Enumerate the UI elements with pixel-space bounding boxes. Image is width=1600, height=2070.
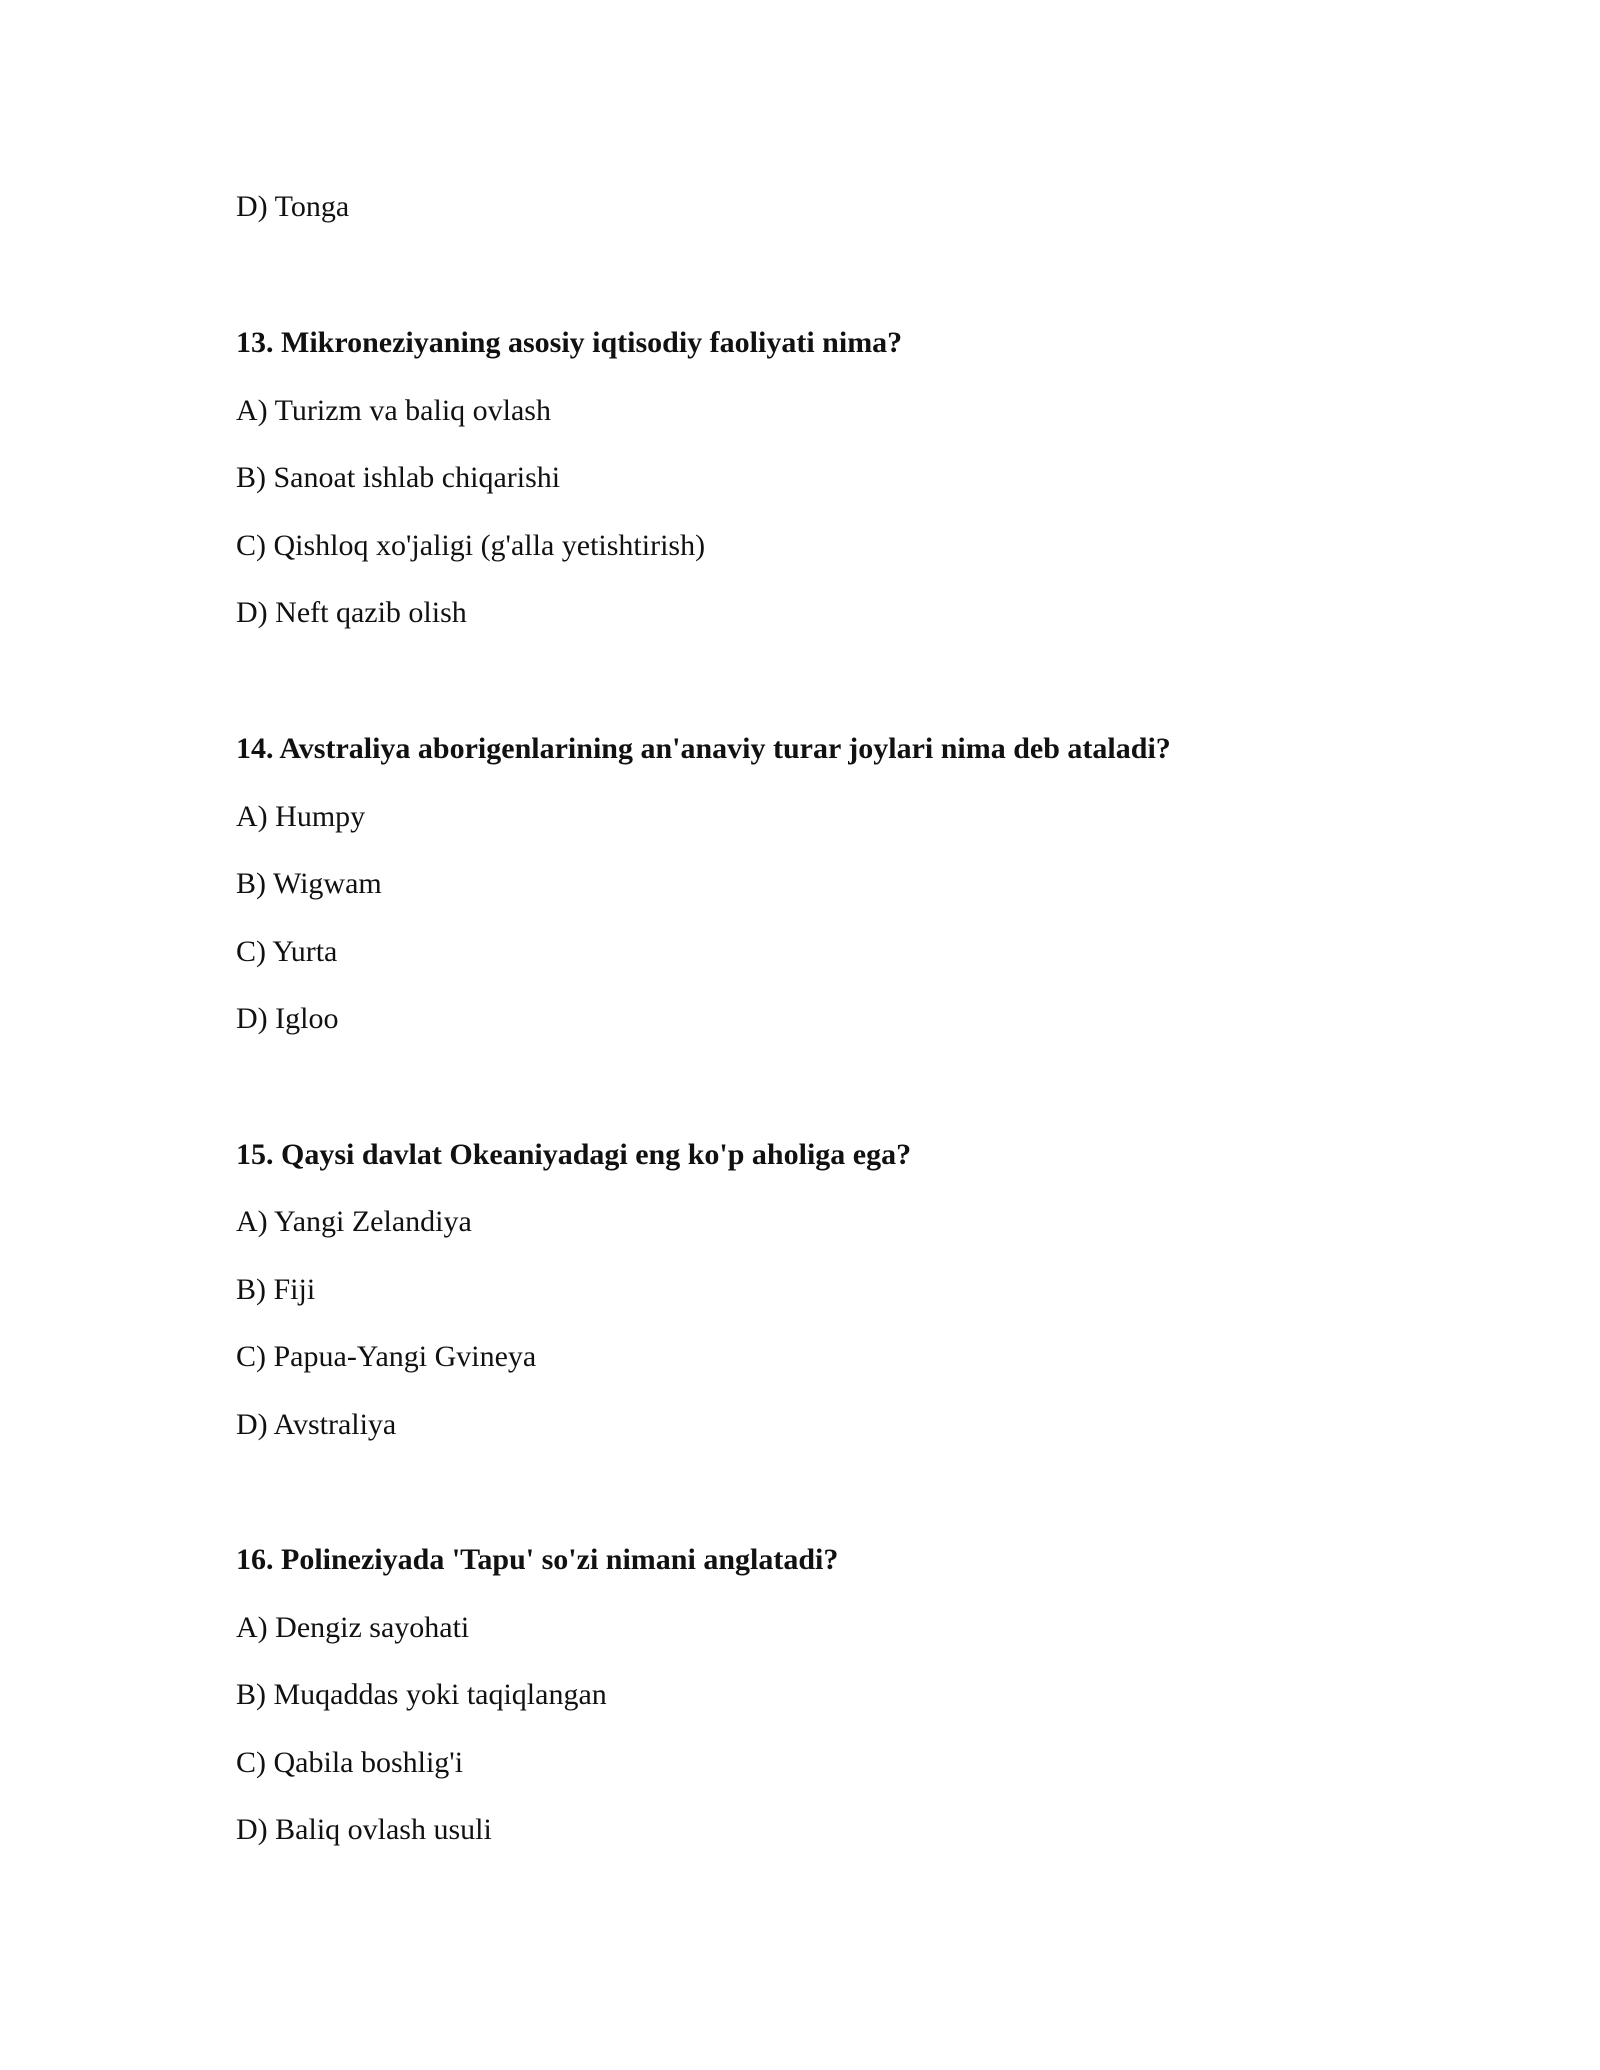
option-a-q16: A) Dengiz sayohati bbox=[236, 1611, 470, 1644]
option-d-q14: D) Igloo bbox=[236, 1002, 339, 1035]
option-b-q15: B) Fiji bbox=[236, 1273, 316, 1306]
question-14-title: 14. Avstraliya aborigenlarining an'anaviy turar joylari nima deb ataladi? bbox=[236, 732, 1171, 765]
question-13-title: 13. Mikroneziyaning asosiy iqtisodiy faoliyati nima? bbox=[236, 326, 903, 359]
option-d-q12: D) Tonga bbox=[236, 190, 350, 223]
option-a-q14: A) Humpy bbox=[236, 800, 366, 833]
question-15-title: 15. Qaysi davlat Okeaniyadagi eng ko'p aholiga ega? bbox=[236, 1138, 912, 1171]
question-16-title: 16. Polineziyada 'Tapu' so'zi nimani anglatadi? bbox=[236, 1543, 839, 1576]
option-c-q15: C) Papua-Yangi Gvineya bbox=[236, 1340, 537, 1373]
option-b-q14: B) Wigwam bbox=[236, 867, 382, 900]
option-c-q16: C) Qabila boshlig'i bbox=[236, 1746, 464, 1779]
option-c-q13: C) Qishloq xo'jaligi (g'alla yetishtirish) bbox=[236, 529, 706, 562]
option-a-q15: A) Yangi Zelandiya bbox=[236, 1205, 472, 1238]
option-d-q16: D) Baliq ovlash usuli bbox=[236, 1813, 492, 1846]
option-d-q15: D) Avstraliya bbox=[236, 1408, 397, 1441]
option-a-q13: A) Turizm va baliq ovlash bbox=[236, 394, 551, 427]
option-b-q16: B) Muqaddas yoki taqiqlangan bbox=[236, 1678, 607, 1711]
option-b-q13: B) Sanoat ishlab chiqarishi bbox=[236, 461, 561, 494]
option-d-q13: D) Neft qazib olish bbox=[236, 596, 467, 629]
option-c-q14: C) Yurta bbox=[236, 935, 338, 968]
